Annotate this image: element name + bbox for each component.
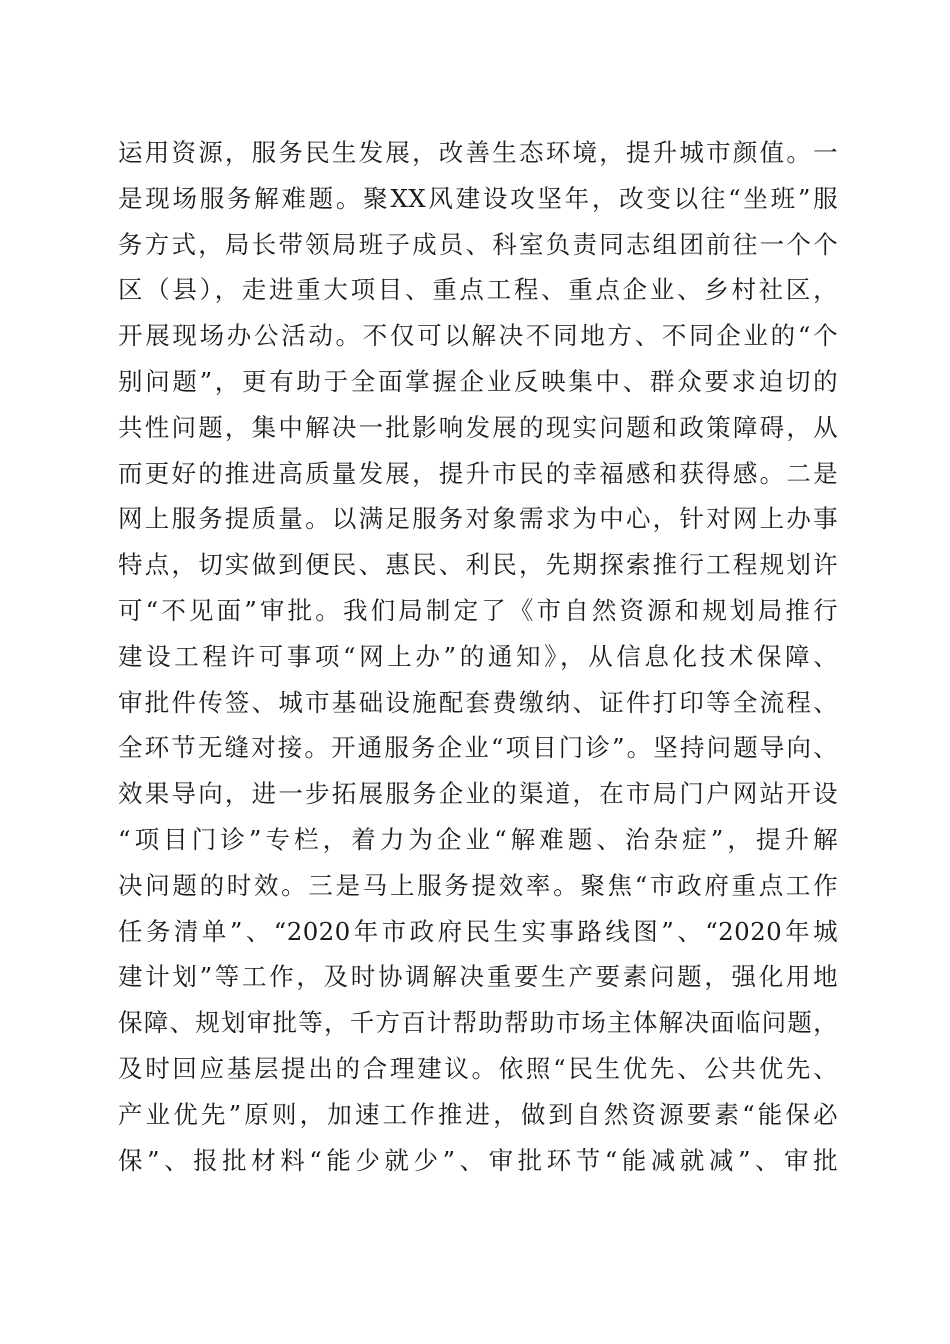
text-line: 保”、报批材料“能少就少”、审批环节“能减就减”、审批 xyxy=(118,1145,838,1175)
text-line: 建计划”等工作，及时协调解决重要生产要素问题，强化用地 xyxy=(118,962,838,992)
text-line: 共性问题，集中解决一批影响发展的现实问题和政策障碍，从 xyxy=(118,412,838,442)
text-line: 区（县），走进重大项目、重点工程、重点企业、乡村社区， xyxy=(118,275,838,305)
text-line: 而更好的推进高质量发展，提升市民的幸福感和获得感。二是 xyxy=(118,458,838,488)
text-line: 开展现场办公活动。不仅可以解决不同地方、不同企业的“个 xyxy=(118,321,838,351)
text-line: 建设工程许可事项“网上办”的通知》，从信息化技术保障、 xyxy=(118,641,838,671)
body-paragraph xyxy=(118,130,838,1183)
text-line: “项目门诊”专栏，着力为企业“解难题、治杂症”，提升解 xyxy=(118,824,838,854)
text-line: 全环节无缝对接。开通服务企业“项目门诊”。坚持问题导向、 xyxy=(118,733,838,763)
text-line: 网上服务提质量。以满足服务对象需求为中心，针对网上办事 xyxy=(118,504,838,534)
text-line: 及时回应基层提出的合理建议。依照“民生优先、公共优先、 xyxy=(118,1053,838,1083)
text-line: 产业优先”原则，加速工作推进，做到自然资源要素“能保必 xyxy=(118,1099,838,1129)
text-line: 运用资源，服务民生发展，改善生态环境，提升城市颜值。一 xyxy=(118,138,838,167)
text-line: 是现场服务解难题。聚XX风建设攻坚年，改变以往“坐班”服 xyxy=(118,183,838,213)
text-line: 保障、规划审批等，千方百计帮助帮助市场主体解决面临问题， xyxy=(118,1008,838,1038)
text-line: 决问题的时效。三是马上服务提效率。聚焦“市政府重点工作 xyxy=(118,870,838,900)
text-line: 任务清单”、“2020年市政府民生实事路线图”、“2020年城 xyxy=(118,916,838,946)
text-line: 别问题”，更有助于全面掌握企业反映集中、群众要求迫切的 xyxy=(118,366,838,396)
text-line: 可“不见面”审批。我们局制定了《市自然资源和规划局推行 xyxy=(118,595,838,625)
text-line: 审批件传签、城市基础设施配套费缴纳、证件打印等全流程、 xyxy=(118,687,838,717)
text-line: 效果导向，进一步拓展服务企业的渠道，在市局门户网站开设 xyxy=(118,779,838,809)
text-line: 务方式，局长带领局班子成员、科室负责同志组团前往一个个 xyxy=(118,229,838,259)
text-line: 特点，切实做到便民、惠民、利民，先期探索推行工程规划许 xyxy=(118,550,838,580)
